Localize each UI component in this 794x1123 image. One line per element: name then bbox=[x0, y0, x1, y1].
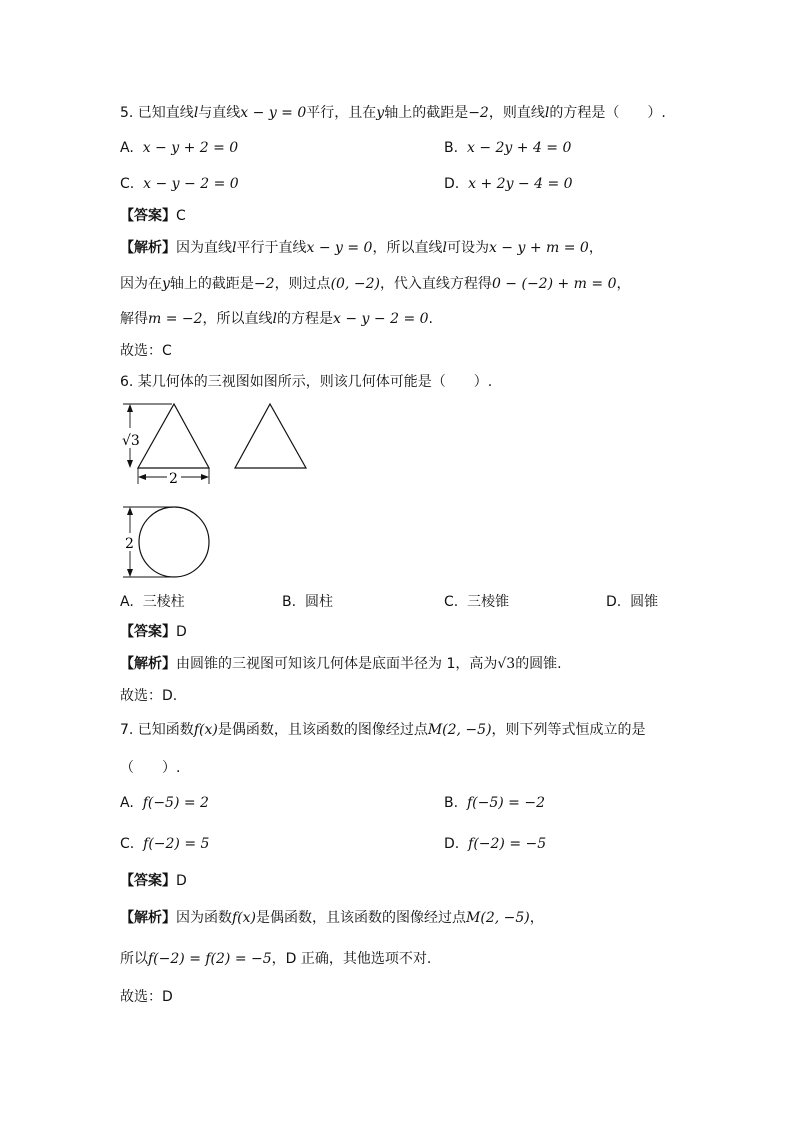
q6-analysis bbox=[120, 654, 562, 674]
option-text: x − 2y + 4 = 0 bbox=[466, 140, 572, 156]
analysis-text: 可设为 bbox=[446, 240, 489, 256]
q7-analysis-line-1 bbox=[120, 908, 544, 928]
arrow-up-icon bbox=[127, 404, 133, 412]
analysis-text: ， bbox=[529, 910, 544, 926]
q7-option-b bbox=[444, 793, 545, 813]
q7-point: M(2, −5) bbox=[427, 722, 492, 738]
q5-var-l: l bbox=[232, 240, 237, 256]
q5-option-b bbox=[444, 138, 571, 158]
q5-stem bbox=[120, 103, 666, 123]
q5-choose: 故选：C bbox=[120, 343, 172, 359]
q5-var-y: y bbox=[376, 105, 385, 121]
arrow-left-icon bbox=[138, 474, 146, 480]
option-text: f(−2) = 5 bbox=[143, 836, 210, 852]
q6-choose: 故选：D. bbox=[120, 688, 178, 704]
q5-stem-text: 的方程是（ ）. bbox=[549, 105, 666, 121]
option-label: D. bbox=[444, 176, 460, 192]
analysis-text: 平行于直线 bbox=[236, 240, 307, 256]
answer-label: 【答案】 bbox=[120, 873, 176, 889]
analysis-text: ，所以直线 bbox=[372, 240, 443, 256]
q5-var-l: l bbox=[544, 105, 550, 121]
option-label: B. bbox=[444, 140, 459, 156]
analysis-text: 所以 bbox=[120, 951, 148, 967]
analysis-label: 【解析】 bbox=[120, 240, 176, 256]
q5-equation: x − y − 2 = 0 bbox=[333, 311, 429, 327]
arrow-down-icon bbox=[127, 569, 133, 577]
q5-stem-text: ，则直线 bbox=[488, 105, 545, 121]
option-label: D. bbox=[606, 594, 622, 610]
analysis-text: ，则过点 bbox=[274, 276, 331, 292]
q5-intercept: −2 bbox=[468, 105, 489, 121]
q5-stem-text: 与直线 bbox=[198, 105, 241, 121]
option-label: A. bbox=[120, 140, 134, 156]
analysis-label: 【解析】 bbox=[120, 910, 176, 926]
option-text: f(−2) = −5 bbox=[468, 836, 547, 852]
q7-function: f(x) bbox=[232, 910, 257, 926]
option-label: C. bbox=[444, 594, 459, 610]
answer-value: D bbox=[176, 873, 187, 889]
analysis-text: 由圆锥的三视图可知该几何体是底面半径为 1，高为 bbox=[176, 656, 498, 672]
q5-stem-text: 平行，且在 bbox=[306, 105, 377, 121]
answer-label: 【答案】 bbox=[120, 624, 176, 640]
analysis-text: 因为函数 bbox=[176, 910, 232, 926]
option-text: 三棱锥 bbox=[467, 594, 510, 610]
q7-answer bbox=[120, 871, 187, 891]
analysis-text: 是偶函数，且该函数的图像经过点 bbox=[256, 910, 467, 926]
q7-analysis-line-2 bbox=[120, 949, 431, 969]
answer-label: 【答案】 bbox=[120, 208, 176, 224]
q7-stem-text: 7. 已知函数 bbox=[120, 722, 194, 738]
q5-equation: x − y = 0 bbox=[240, 105, 307, 121]
q5-equation: x − y = 0 bbox=[306, 240, 373, 256]
option-label: B. bbox=[444, 795, 459, 811]
q7-stem-text: ，则下列等式恒成立的是 bbox=[491, 722, 646, 738]
q7-stem-continued: （ ）. bbox=[120, 760, 181, 776]
answer-value: D bbox=[176, 624, 187, 640]
analysis-text: 解得 bbox=[120, 311, 148, 327]
q5-intercept: −2 bbox=[253, 276, 275, 292]
analysis-text: ，D 正确，其他选项不对. bbox=[271, 951, 432, 967]
option-label: B. bbox=[282, 594, 297, 610]
q7-option-c bbox=[120, 834, 209, 854]
q5-analysis-line-2 bbox=[120, 274, 630, 294]
option-text: x + 2y − 4 = 0 bbox=[468, 176, 573, 192]
q5-var-l: l bbox=[272, 311, 278, 327]
q5-var-y: y bbox=[162, 276, 170, 292]
q7-function: f(x) bbox=[193, 722, 218, 738]
height-label: √3 bbox=[122, 433, 140, 449]
q7-equation: f(−2) = f(2) = −5 bbox=[148, 951, 272, 967]
q5-equation: m = −2 bbox=[148, 311, 203, 327]
q5-stem-text: 5. 已知直线 bbox=[120, 105, 194, 121]
q5-point: (0, −2) bbox=[330, 276, 380, 292]
q5-option-c bbox=[120, 174, 239, 194]
q5-var-l: l bbox=[442, 240, 447, 256]
q7-stem-text: 是偶函数，且该函数的图像经过点 bbox=[217, 722, 428, 738]
q5-answer bbox=[120, 206, 186, 226]
analysis-text: . bbox=[428, 311, 433, 327]
q6-option-c bbox=[444, 592, 509, 612]
q5-stem-text: 轴上的截距是 bbox=[384, 105, 469, 121]
analysis-text: ，所以直线 bbox=[202, 311, 273, 327]
q7-option-d bbox=[444, 834, 546, 854]
top-view-circle bbox=[139, 507, 209, 577]
option-label: A. bbox=[120, 594, 134, 610]
front-view-triangle bbox=[138, 404, 209, 468]
q6-option-b bbox=[282, 592, 333, 612]
analysis-text: 因为在 bbox=[120, 276, 162, 292]
option-text: f(−5) = 2 bbox=[142, 795, 209, 811]
side-view-triangle bbox=[235, 404, 306, 468]
arrow-up-icon bbox=[127, 507, 133, 515]
q5-equation: x − y + m = 0 bbox=[488, 240, 589, 256]
option-text: 圆柱 bbox=[304, 594, 333, 610]
analysis-text: ， bbox=[588, 240, 603, 256]
q7-option-a bbox=[120, 793, 209, 813]
q5-analysis-line-1 bbox=[120, 238, 603, 258]
arrow-right-icon bbox=[201, 474, 209, 480]
answer-value: C bbox=[176, 208, 186, 224]
option-text: f(−5) = −2 bbox=[466, 795, 545, 811]
q7-choose: 故选：D bbox=[120, 989, 173, 1005]
analysis-text: 的方程是 bbox=[277, 311, 334, 327]
q5-equation: 0 − (−2) + m = 0 bbox=[491, 276, 617, 292]
q7-stem bbox=[120, 720, 646, 740]
option-text: x − y + 2 = 0 bbox=[142, 140, 239, 156]
q6-three-view-figure bbox=[118, 400, 318, 585]
option-label: A. bbox=[120, 795, 134, 811]
option-text: 三棱柱 bbox=[142, 594, 185, 610]
option-text: x − y − 2 = 0 bbox=[143, 176, 239, 192]
analysis-text: ，代入直线方程得 bbox=[379, 276, 492, 292]
base-label: 2 bbox=[169, 471, 178, 487]
option-label: C. bbox=[120, 176, 135, 192]
q6-stem: 6. 某几何体的三视图如图所示，则该几何体可能是（ ）. bbox=[120, 374, 493, 390]
q5-analysis-line-3 bbox=[120, 309, 433, 329]
analysis-label: 【解析】 bbox=[120, 656, 176, 672]
analysis-text: 因为直线 bbox=[176, 240, 232, 256]
q5-option-a bbox=[120, 138, 238, 158]
q5-var-l: l bbox=[193, 105, 199, 121]
diameter-label: 2 bbox=[125, 536, 134, 552]
arrow-down-icon bbox=[127, 460, 133, 468]
option-label: C. bbox=[120, 836, 135, 852]
analysis-text: ， bbox=[616, 276, 631, 292]
q6-option-a bbox=[120, 592, 185, 612]
analysis-text: 轴上的截距是 bbox=[169, 276, 254, 292]
option-text: 圆锥 bbox=[630, 594, 659, 610]
option-label: D. bbox=[444, 836, 460, 852]
q7-point: M(2, −5) bbox=[466, 910, 530, 926]
q5-option-d bbox=[444, 174, 573, 194]
sqrt-value: √3 bbox=[497, 656, 516, 672]
q6-option-d bbox=[606, 592, 658, 612]
analysis-text: 的圆锥. bbox=[515, 656, 562, 672]
q6-answer bbox=[120, 622, 187, 642]
